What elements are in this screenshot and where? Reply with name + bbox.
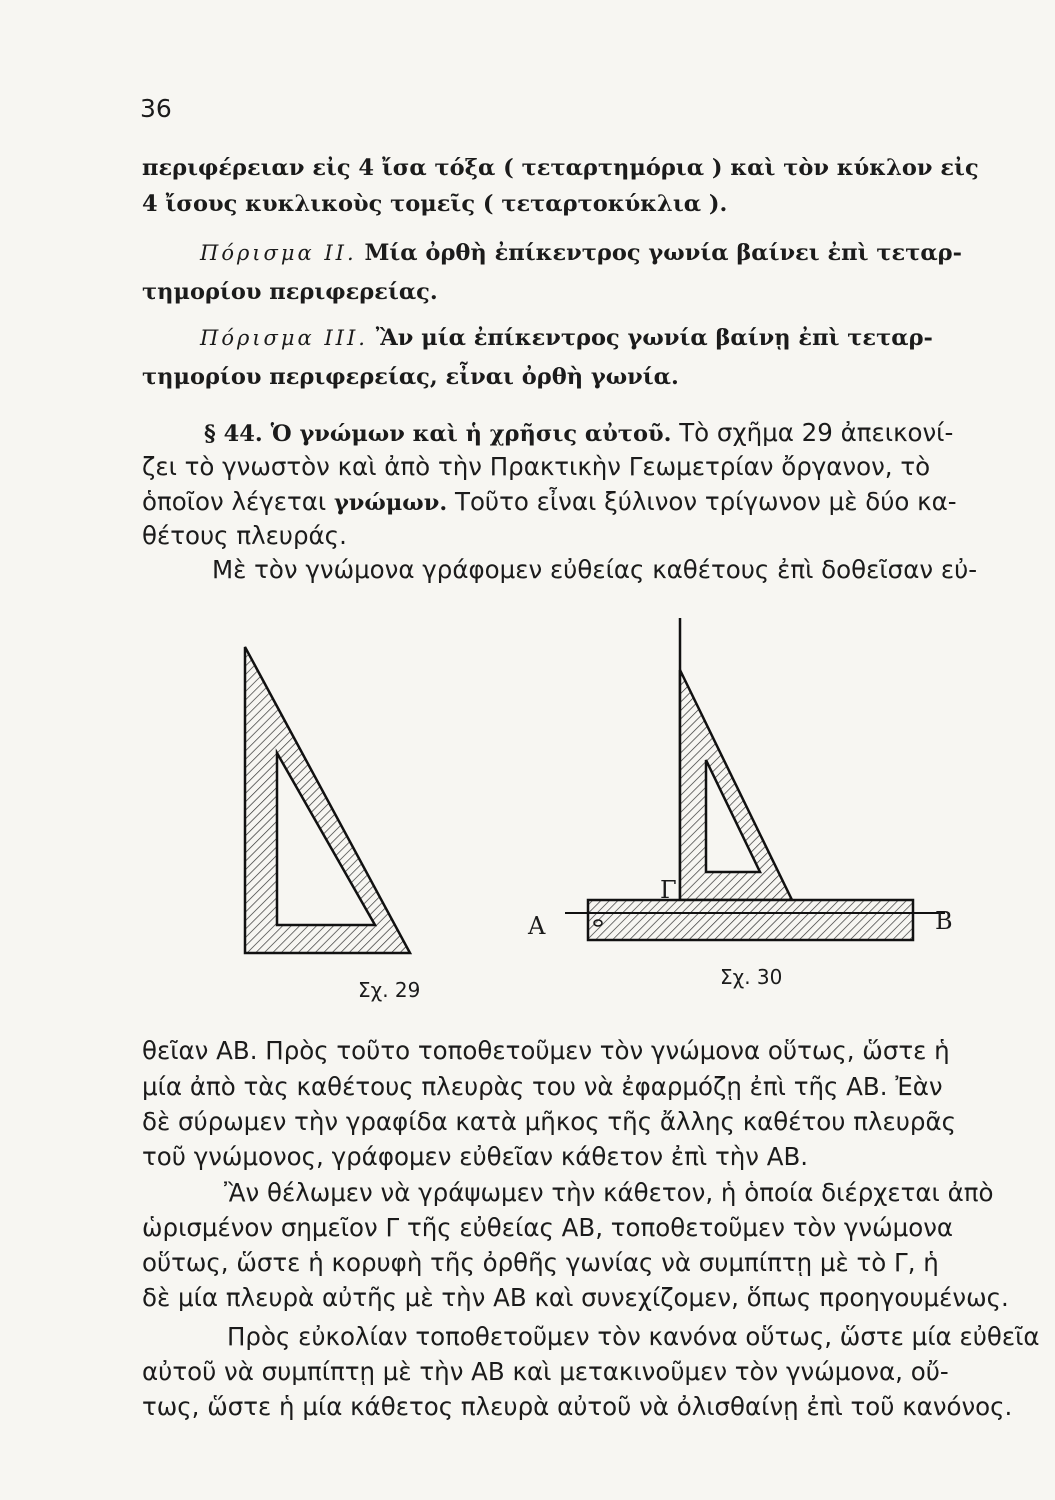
page-number: 36 xyxy=(140,94,172,123)
text-line: τοῦ γνώμονος, γράφομεν εὐθεῖαν κάθετον ἐπὶ τὴν ΑΒ. xyxy=(142,1142,809,1171)
corollary-2: Πόρισμα ΙΙ. Μία ὀρθὴ ἐπίκεντρος γωνία βαίνει ἐπὶ τεταρ- xyxy=(200,240,962,266)
text-line: Πρὸς εὐκολίαν τοποθετοῦμεν τὸν κανόνα οὕτως, ὥστε μία εὐθεῖα xyxy=(227,1322,1040,1351)
corollary-label: Πόρισμα ΙΙΙ. xyxy=(200,326,368,350)
text-line: τημορίου περιφερείας, εἶναι ὀρθὴ γωνία. xyxy=(142,364,679,390)
figure-29 xyxy=(225,635,415,965)
figure-30 xyxy=(560,610,960,950)
text-line: Μὲ τὸν γνώμονα γράφομεν εὐθείας καθέτους ἐπὶ δοθεῖσαν εὐ- xyxy=(212,555,978,584)
text-line: οὕτως, ὥστε ἡ κορυφὴ τῆς ὀρθῆς γωνίας νὰ συμπίπτῃ μὲ τὸ Γ, ἡ xyxy=(142,1248,939,1277)
text-line: θεῖαν ΑΒ. Πρὸς τοῦτο τοποθετοῦμεν τὸν γνώμονα οὕτως, ὥστε ἡ xyxy=(142,1036,950,1065)
text-line: μία ἀπὸ τὰς καθέτους πλευρὰς του νὰ ἐφαρμόζῃ ἐπὶ τῆς ΑΒ. Ἐὰν xyxy=(142,1072,943,1101)
set-square-30 xyxy=(680,670,792,900)
section-title: § 44. Ὁ γνώμων καὶ ἡ χρῆσις αὐτοῦ. xyxy=(204,421,672,447)
text-line: δὲ μία πλευρὰ αὐτῆς μὲ τὴν ΑΒ καὶ συνεχίζομεν, ὅπως προηγουμένως. xyxy=(142,1283,1009,1312)
text-line: Ἂν θέλωμεν νὰ γράψωμεν τὴν κάθετον, ἡ ὁποία διέρχεται ἀπὸ xyxy=(224,1178,994,1207)
text-line: θέτους πλευράς. xyxy=(142,521,347,550)
corollary-label: Πόρισμα ΙΙ. xyxy=(200,241,357,265)
label-b: Β xyxy=(935,907,953,935)
text-line: δὲ σύρωμεν τὴν γραφίδα κατὰ μῆκος τῆς ἄλλης καθέτου πλευρᾶς xyxy=(142,1107,956,1136)
ruler xyxy=(588,900,913,940)
text-line: 4 ἴσους κυκλικοὺς τομεῖς ( τεταρτοκύκλια ). xyxy=(142,191,728,217)
text-line: τως, ὥστε ἡ μία κάθετος πλευρὰ αὐτοῦ νὰ ὀλισθαίνῃ ἐπὶ τοῦ κανόνος. xyxy=(142,1392,1013,1421)
text-line: περιφέρειαν εἰς 4 ἴσα τόξα ( τεταρτημόρια ) καὶ τὸν κύκλον εἰς xyxy=(142,155,979,181)
figure-30-caption: Σχ. 30 xyxy=(720,965,783,989)
text-line: ὁποῖον λέγεται γνώμων. Τοῦτο εἶναι ξύλινον τρίγωνον μὲ δύο κα- xyxy=(142,487,957,516)
text-line: ζει τὸ γνωστὸν καὶ ἀπὸ τὴν Πρακτικὴν Γεωμετρίαν ὄργανον, τὸ xyxy=(142,452,931,481)
set-square-29 xyxy=(245,647,410,953)
term-gnomon: γνώμων. xyxy=(333,490,448,516)
text-line: αὐτοῦ νὰ συμπίπτῃ μὲ τὴν ΑΒ καὶ μετακινοῦμεν τὸν γνώμονα, οὔ- xyxy=(142,1357,949,1386)
label-g: Γ xyxy=(660,876,677,904)
text-line: ὡρισμένον σημεῖον Γ τῆς εὐθείας ΑΒ, τοποθετοῦμεν τὸν γνώμονα xyxy=(142,1213,954,1242)
section-heading: § 44. Ὁ γνώμων καὶ ἡ χρῆσις αὐτοῦ. Τὸ σχῆμα 29 ἀπεικονί- xyxy=(204,418,954,447)
label-a: Α xyxy=(528,912,546,940)
text-line: τημορίου περιφερείας. xyxy=(142,279,438,305)
corollary-3: Πόρισμα ΙΙΙ. Ἂν μία ἐπίκεντρος γωνία βαίνῃ ἐπὶ τεταρ- xyxy=(200,325,933,351)
figure-29-caption: Σχ. 29 xyxy=(358,978,421,1002)
